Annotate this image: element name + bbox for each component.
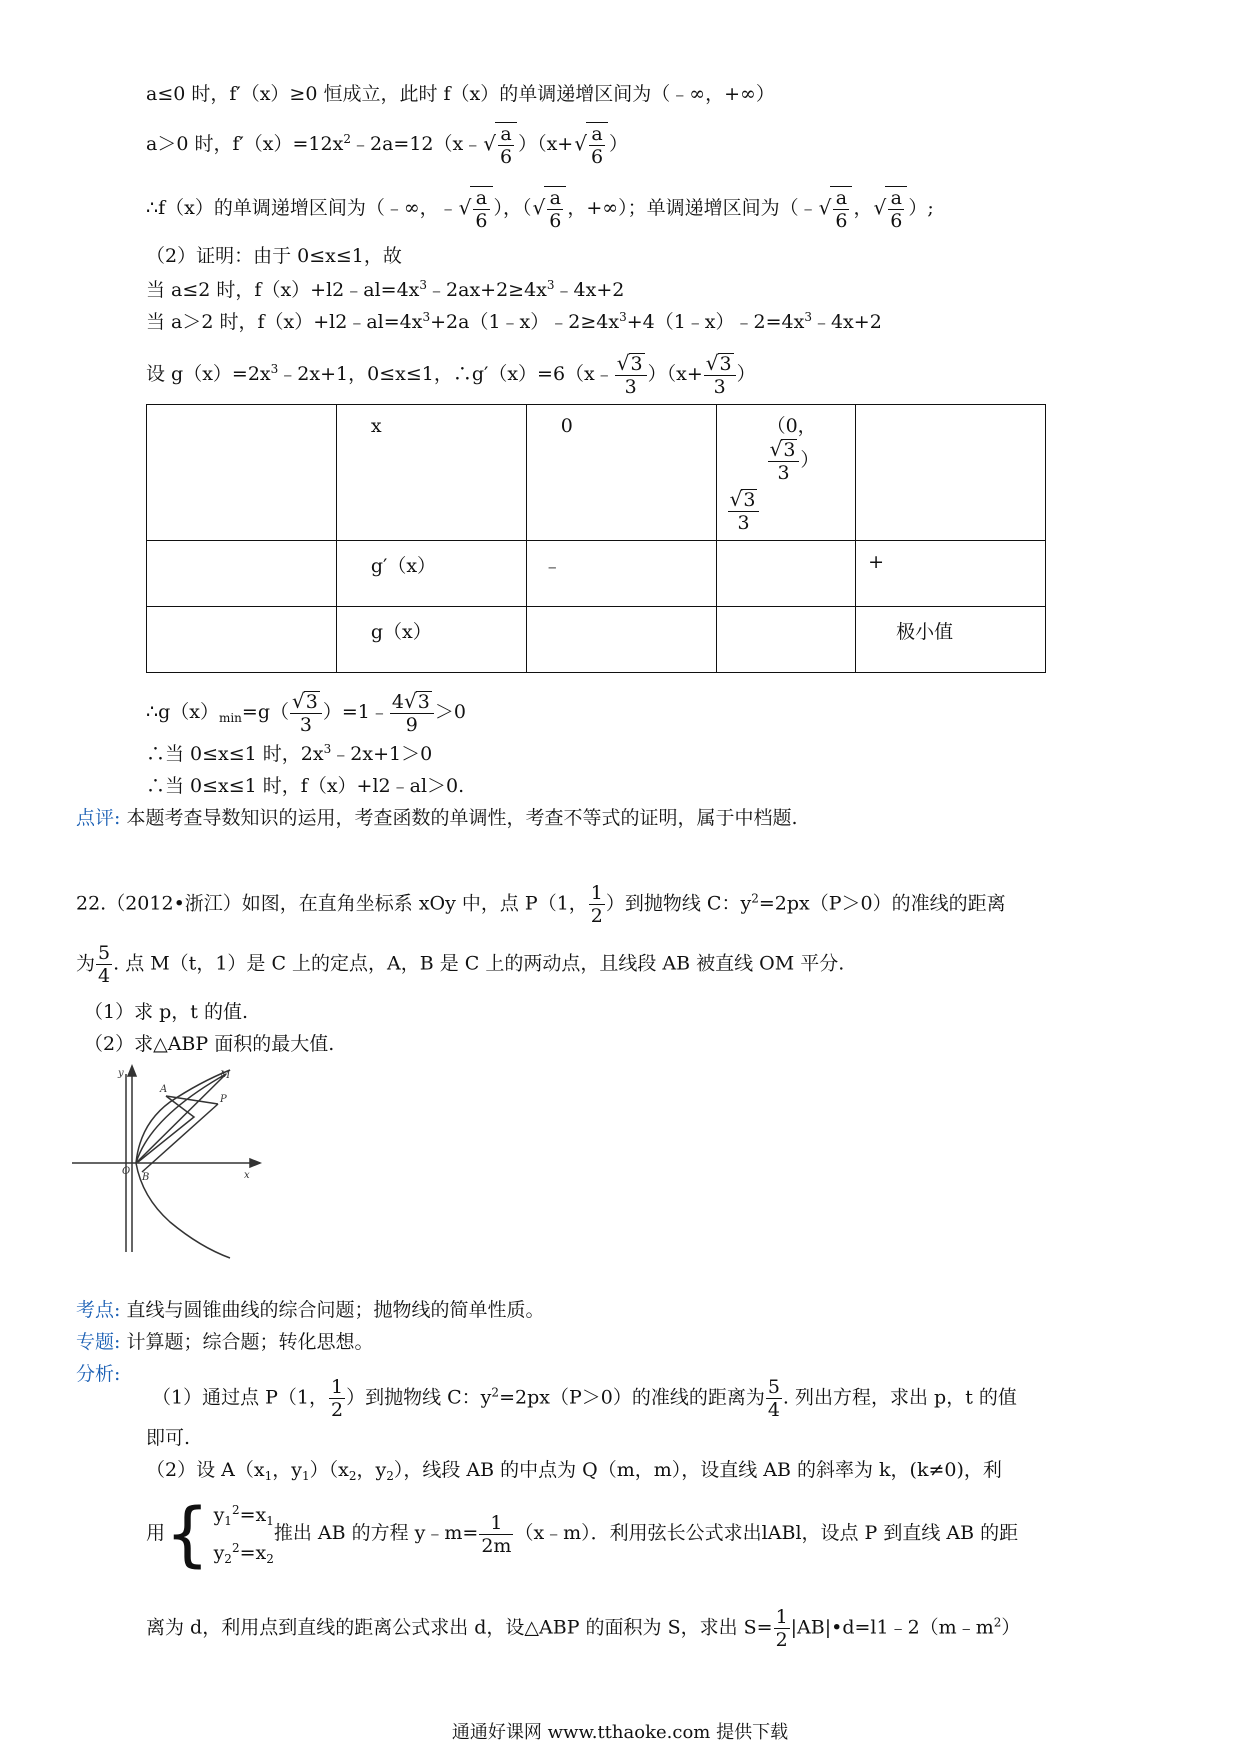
analysis-1: （1）通过点 P（1， $\frac{1}{2}$ ）到抛物线 C：$y^2=2px(P>0)$的准线的距离为 $\frac{5}{4}$ . 列出方程，求出 p，t 的值 xyxy=(152,1376,1017,1421)
table-cell xyxy=(526,607,716,673)
parabola-figure xyxy=(70,1062,270,1262)
line-4: （2）证明：由于 0≤x≤1，故 xyxy=(146,245,402,267)
line-om xyxy=(136,1074,226,1163)
sign-table xyxy=(146,404,1046,673)
analysis-5: 离为 d，利用点到直线的距离公式求出 d，设△ABP 的面积为 S，求出 S= $\frac{1}{2}$ $|AB|•d=l1﹣2(m﹣m^2)$ xyxy=(146,1606,1021,1651)
analysis-3: （2）设 $A(x_1$，$y_1)(x_2$，$y_2$），线段 AB 的中点为 Q（m，m），设直线 AB 的斜率为 k，(k≠0)，利 xyxy=(146,1459,1002,1483)
line-5: 当 a≤2 时，$f(x)+l2﹣al=4x^3﹣2ax+2\ge 4x^3﹣4x+2$ xyxy=(146,278,625,301)
analysis-4: 用{ $y_1^2=x_1$ $y_2^2=x_2$ 推出 AB 的方程 y﹣m= $\frac{1}{2m}$ （x﹣m）．利用弦长公式求出lABl，设点 P 到直线 AB 的距 xyxy=(146,1493,1019,1575)
line-7: 设 $g(x)=2x^3﹣2x+1$，0≤x≤1，∴g′（x）=6（x﹣ $\frac{√3}{3}$ ）（x+ $\frac{√3}{3}$ ） xyxy=(146,351,756,398)
analysis-2: 即可. xyxy=(146,1427,191,1449)
line-6: 当 a＞2 时，$f(x)+l2﹣al=4x^3+2a(1﹣x)﹣2\ge 4x^3+4(1﹣x)﹣2=4x^3﹣4x+2$ xyxy=(146,310,882,333)
problem-q1: （1）求 p，t 的值. xyxy=(84,1001,249,1023)
zhuanti: 专题: 计算题；综合题；转化思想。 xyxy=(76,1331,374,1353)
fenxi-label: 分析: xyxy=(76,1363,121,1385)
conclusion-2: ∴当 0≤x≤1 时，f（x）+l2﹣al＞0. xyxy=(146,775,465,797)
line-2: a＞0 时，$f'(x)=12x^2﹣2a=12(x﹣√$ $\frac{a}{6}$ ）（x+√ $\frac{a}{6}$ ） xyxy=(146,123,629,168)
table-cell-interval: （0， $\frac{√3}{3}$ ） $\frac{√3}{3}$ xyxy=(716,405,856,541)
label-b: B xyxy=(142,1172,150,1183)
line-1: a≤0 时，f′（x）≥0 恒成立，此时 f（x）的单调递增区间为（﹣∞，+∞） xyxy=(146,83,775,105)
table-cell xyxy=(716,541,856,607)
x-axis-arrow xyxy=(250,1159,260,1167)
label-a: A xyxy=(160,1084,168,1095)
review: 点评: 本题考查导数知识的运用，考查函数的单调性，考查不等式的证明，属于中档题. xyxy=(76,807,798,829)
table-cell xyxy=(147,405,337,541)
label-y: y xyxy=(118,1068,124,1079)
problem-line-1: 22.（2012•浙江）如图，在直角坐标系 xOy 中，点 P（1， $\frac{1}{2}$ ）到抛物线 C：$y^2=2px(P>0)$的准线的距离 xyxy=(76,882,1006,927)
review-label: 点评: xyxy=(76,807,121,829)
table-cell: 0 xyxy=(526,405,716,541)
table-cell xyxy=(147,541,337,607)
page-footer: 通通好课网 www.tthaoke.com 提供下载 xyxy=(451,1722,789,1743)
segment-bp xyxy=(142,1104,218,1172)
table-cell xyxy=(147,607,337,673)
table-cell: ﹣ xyxy=(526,541,716,607)
label-p: P xyxy=(220,1094,227,1105)
label-m: M xyxy=(220,1070,231,1081)
table-cell: + xyxy=(856,541,1046,607)
problem-q2: （2）求△ABP 面积的最大值. xyxy=(84,1033,335,1055)
table-cell: g′（x） xyxy=(336,541,526,607)
problem-line-2: 为 $\frac{5}{4}$ . 点 M（t，1）是 C 上的定点，A，B 是 C 上的两动点，且线段 AB 被直线 OM 平分. xyxy=(76,942,845,987)
label-x: x xyxy=(244,1170,250,1181)
kaodian: 考点: 直线与圆锥曲线的综合问题；抛物线的简单性质。 xyxy=(76,1299,545,1321)
table-cell: 极小值 xyxy=(856,607,1046,673)
line-3: ∴f（x）的单调递增区间为（﹣∞，﹣√ $\frac{a}{6}$ ），（√ $\frac{a}{6}$ ，+∞）；单调递增区间为（﹣√ $\frac{a}{6}$ ，√ $\frac{a}{6}$ ）; xyxy=(146,187,934,232)
label-o: O xyxy=(122,1166,131,1177)
table-cell: g（x） xyxy=(336,607,526,673)
table-cell xyxy=(716,607,856,673)
min-line: $\therefore g(x)_{min}=g$（ $\frac{√3}{3}$ ）=1﹣ $\frac{4√3}{9}$ ＞0 xyxy=(146,689,466,736)
y-axis-arrow xyxy=(128,1066,136,1076)
table-cell: x xyxy=(336,405,526,541)
table-cell xyxy=(856,405,1046,541)
conclusion-1: ∴当 0≤x≤1 时，$2x^3﹣2x+1>0$ xyxy=(146,742,433,765)
